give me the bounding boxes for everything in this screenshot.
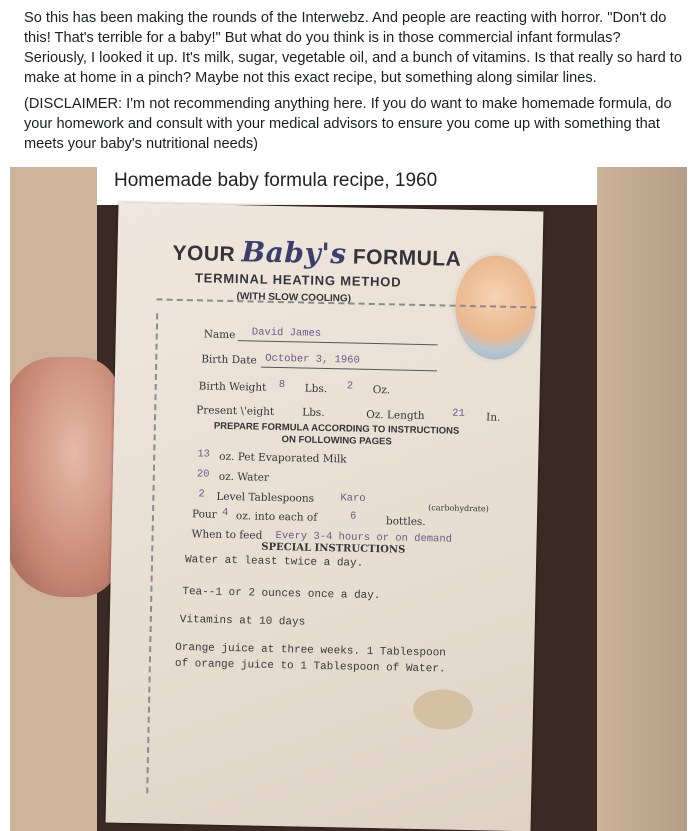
post-text: [24, 8, 684, 160]
carbohydrate-label: (carbohydrate): [428, 503, 489, 514]
birth-weight-lbs: 8: [278, 379, 286, 392]
card-brand: [172, 234, 461, 273]
thumb-image: [10, 357, 120, 597]
name-underline: [238, 340, 438, 345]
instruction-4: Orange juice at three weeks. 1 Tablespoon: [175, 641, 446, 660]
length-value: 21: [452, 407, 465, 420]
milk-amount: 13: [197, 448, 211, 461]
formula-card: [106, 203, 544, 831]
photo-caption: Homemade baby formula recipe, 1960: [114, 170, 438, 191]
brand-script: Baby's: [241, 235, 347, 271]
water-amount: 20: [196, 468, 210, 481]
instruction-3: Vitamins at 10 days: [179, 613, 306, 629]
name-label: Name: [203, 328, 236, 342]
card-method: TERMINAL HEATING METHOD: [194, 270, 402, 290]
brand-right: FORMULA: [352, 245, 462, 271]
card-method-sub: (WITH SLOW COOLING): [236, 291, 352, 305]
instruction-2: Tea--1 or 2 ounces once a day.: [182, 586, 381, 603]
bottles-label: bottles.: [385, 515, 426, 529]
birth-date-label: Birth Date: [201, 353, 257, 367]
pour-label: Pour: [191, 508, 217, 521]
post-photo[interactable]: [10, 167, 687, 831]
brand-left: YOUR: [172, 241, 236, 267]
tbsp-label: Level Tablespoons: [216, 490, 315, 505]
photo-background: [597, 167, 687, 831]
birth-date-underline: [261, 367, 437, 372]
prepare-line-2: ON FOLLOWING PAGES: [281, 434, 392, 448]
inches-label: In.: [485, 411, 501, 424]
name-value: David James: [251, 326, 322, 340]
present-oz-length-label: Oz. Length: [366, 408, 425, 423]
present-lbs-label: Lbs.: [302, 406, 325, 419]
instruction-1: Water at least twice a day.: [184, 554, 364, 570]
paper-stain: [413, 689, 474, 730]
birth-weight-label: Birth Weight: [198, 380, 267, 394]
present-weight-label: Present \'eight: [196, 404, 275, 418]
pour-amount: 4: [221, 506, 229, 519]
birth-date-value: October 3, 1960: [265, 352, 360, 367]
special-instructions-heading: SPECIAL INSTRUCTIONS: [261, 541, 406, 556]
bottles-amount: 6: [349, 510, 357, 523]
post-paragraph-2: (DISCLAIMER: I'm not recommending anything here. If you do want to make homemade formula, do your homework and consult with your medical advisors to ensure you come up with something that meets your baby's nutritional needs): [24, 96, 672, 152]
oz-label: Oz.: [372, 383, 391, 397]
instruction-5: of orange juice to 1 Tablespoon of Water.: [174, 657, 446, 676]
pour-mid-label: oz. into each of: [235, 510, 318, 524]
card-side-border: [146, 313, 158, 793]
prepare-line-1: PREPARE FORMULA ACCORDING TO INSTRUCTIONS: [213, 420, 460, 437]
post-paragraph-1: So this has been making the rounds of the Interwebz. And people are reacting with horror. "Don't do this! That's terrible for a baby!" But what do you think is in those commercial infant formulas? Seriously, I looked it up. It's milk, sugar, vegetable oil, and a bunch of vitamins. Is that really so hard to make at home in a pinch? Maybe not this exact recipe, but something along similar lines.: [24, 10, 682, 86]
when-to-feed-label: When to feed: [191, 528, 263, 542]
lbs-label: Lbs.: [304, 382, 328, 396]
milk-label: oz. Pet Evaporated Milk: [219, 450, 347, 466]
water-label: oz. Water: [218, 470, 270, 484]
tbsp-amount: 2: [198, 488, 205, 501]
tbsp-value: Karo: [340, 492, 366, 505]
when-to-feed-value: Every 3-4 hours or on demand: [275, 529, 453, 546]
birth-weight-oz: 2: [346, 380, 354, 393]
